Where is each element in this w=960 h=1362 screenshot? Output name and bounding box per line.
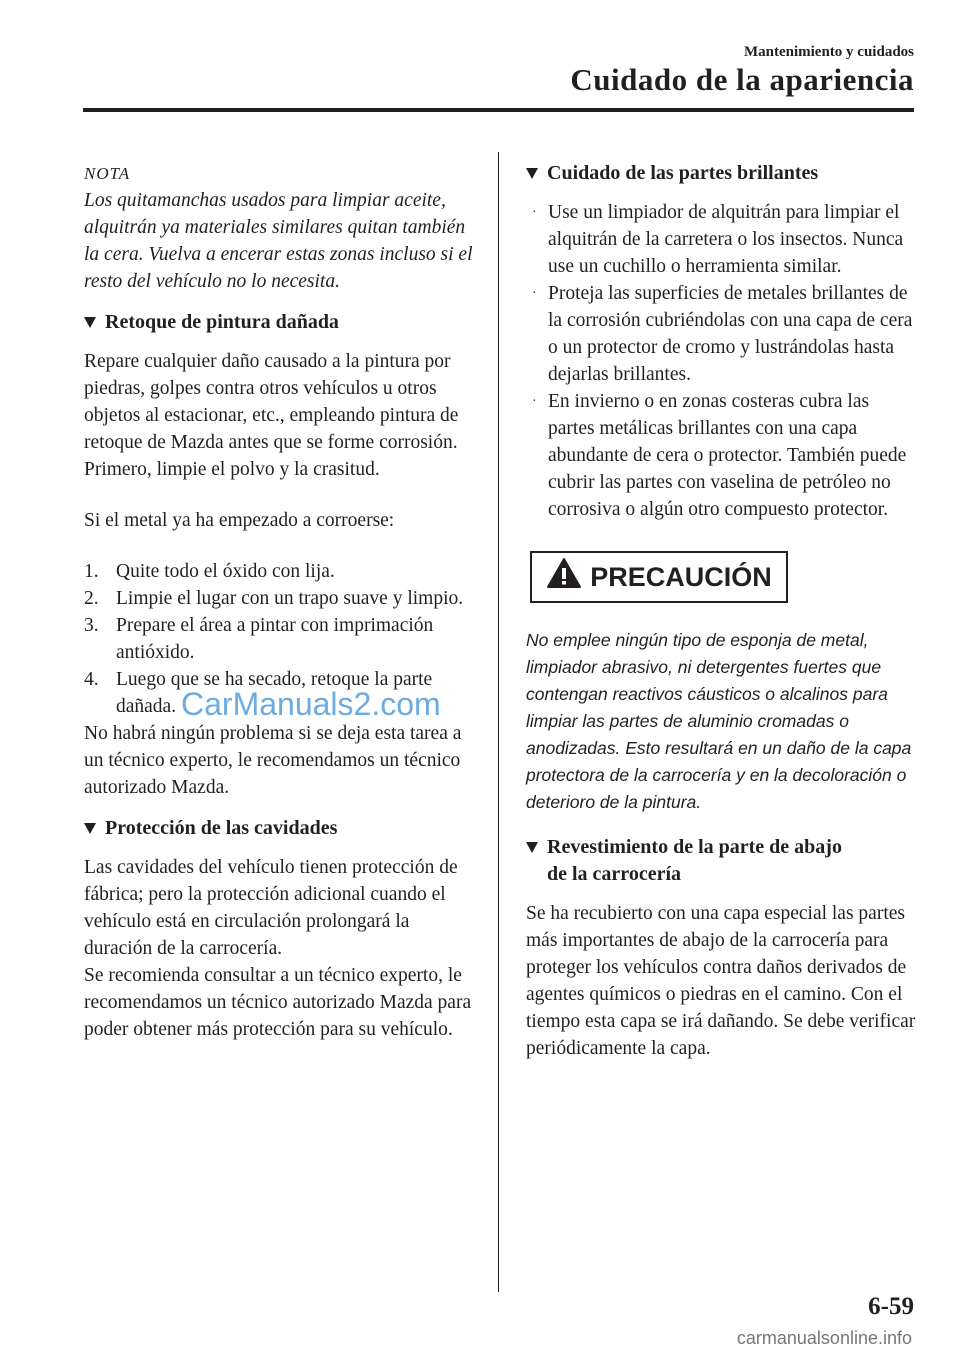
header-section-label: Mantenimiento y cuidados — [743, 44, 914, 60]
note-label: NOTA — [84, 164, 131, 183]
list-item: · Proteja las superficies de metales brillantes de la corrosión cubriéndolas con una capa de cera o un protector de cromo y lustrándolas hasta dejarlas brillantes. — [532, 283, 913, 385]
triangle-bullet-icon — [84, 317, 96, 328]
section-heading-cavity-protection: Protección de las cavidades — [84, 815, 478, 842]
triangle-bullet-icon — [526, 168, 538, 179]
right-column — [526, 160, 916, 1062]
section-heading-underbody-coating: Revestimiento de la parte de abajo de la carrocería — [526, 834, 916, 888]
list-item: 2. Limpie el lugar con un trapo suave y limpio. — [84, 588, 464, 609]
page-title: Cuidado de la apariencia — [570, 62, 914, 97]
paragraph: Se ha recubierto con una capa especial las partes más importantes de abajo de la carrocería para proteger los vehículos contra daños derivados de agentes químicos o piedras en el camino. Con el tiempo esta capa se irá dañando. Se debe verificar periódicamente la capa. — [526, 903, 916, 1059]
column-divider — [498, 152, 499, 1292]
paragraph: No habrá ningún problema si se deja esta tarea a un técnico experto, le recomendamos un técnico autorizado Mazda. — [84, 723, 462, 798]
list-item: · Use un limpiador de alquitrán para limpiar el alquitrán de la carretera o los insectos. Nunca use un cuchillo o herramienta similar. — [532, 202, 904, 277]
bullet-list — [526, 199, 916, 523]
left-column — [84, 160, 478, 1043]
warning-triangle-icon — [546, 557, 582, 597]
section-heading-bright-parts: Cuidado de las partes brillantes — [526, 160, 916, 187]
watermark-footer: carmanualsonline.info — [736, 1328, 912, 1348]
paragraph: Se recomienda consultar a un técnico experto, le recomendamos un técnico autorizado Mazda para poder obtener más protección para su vehículo. — [84, 965, 472, 1040]
header-rule — [83, 108, 914, 112]
watermark-overlay: CarManuals2.com — [181, 686, 441, 722]
note-text: Los quitamanchas usados para limpiar aceite, alquitrán ya materiales similares quitan también la cera. Vuelva a encerar estas zonas incluso si el resto del vehículo no lo necesita. — [84, 190, 473, 292]
list-item: 3. Prepare el área a pintar con imprimación antióxido. — [84, 615, 434, 663]
triangle-bullet-icon — [526, 842, 538, 853]
section-heading-paint-touchup: Retoque de pintura dañada — [84, 309, 478, 336]
list-item: 4. Luego que se ha secado, retoque la parte dañada. — [84, 669, 433, 717]
caution-text: No emplee ningún tipo de esponja de metal, limpiador abrasivo, ni detergentes fuertes que contengan reactivos cáusticos o alcalinos para limpiar las partes de aluminio cromadas o anodizadas. Esto resultará en un daño de la capa protectora de la carrocería y en la decoloración o deterioro de la pintura. — [526, 630, 912, 812]
paragraph: Si el metal ya ha empezado a corroerse: — [84, 510, 395, 531]
paragraph: Repare cualquier daño causado a la pintura por piedras, golpes contra otros vehículos u otros objetos al estacionar, etc., empleando pintura de retoque de Mazda antes que se forme corrosión. Primero, limpie el polvo y la crasitud. — [84, 351, 459, 480]
list-item: 1. Quite todo el óxido con lija. — [84, 561, 335, 582]
caution-label: PRECAUCIÓN — [590, 561, 772, 592]
list-item: · En invierno o en zonas costeras cubra las partes metálicas brillantes con una capa abundante de cera o protector. También puede cubrir las partes con vaselina de petróleo no corrosiva o algún otro compuesto protector. — [532, 391, 907, 520]
page-number: 6-59 — [868, 1293, 914, 1320]
triangle-bullet-icon — [84, 823, 96, 834]
caution-box — [530, 551, 788, 603]
paragraph: Las cavidades del vehículo tienen protección de fábrica; pero la protección adicional cuando el vehículo está en circulación prolongará la duración de la carrocería. — [84, 857, 458, 959]
